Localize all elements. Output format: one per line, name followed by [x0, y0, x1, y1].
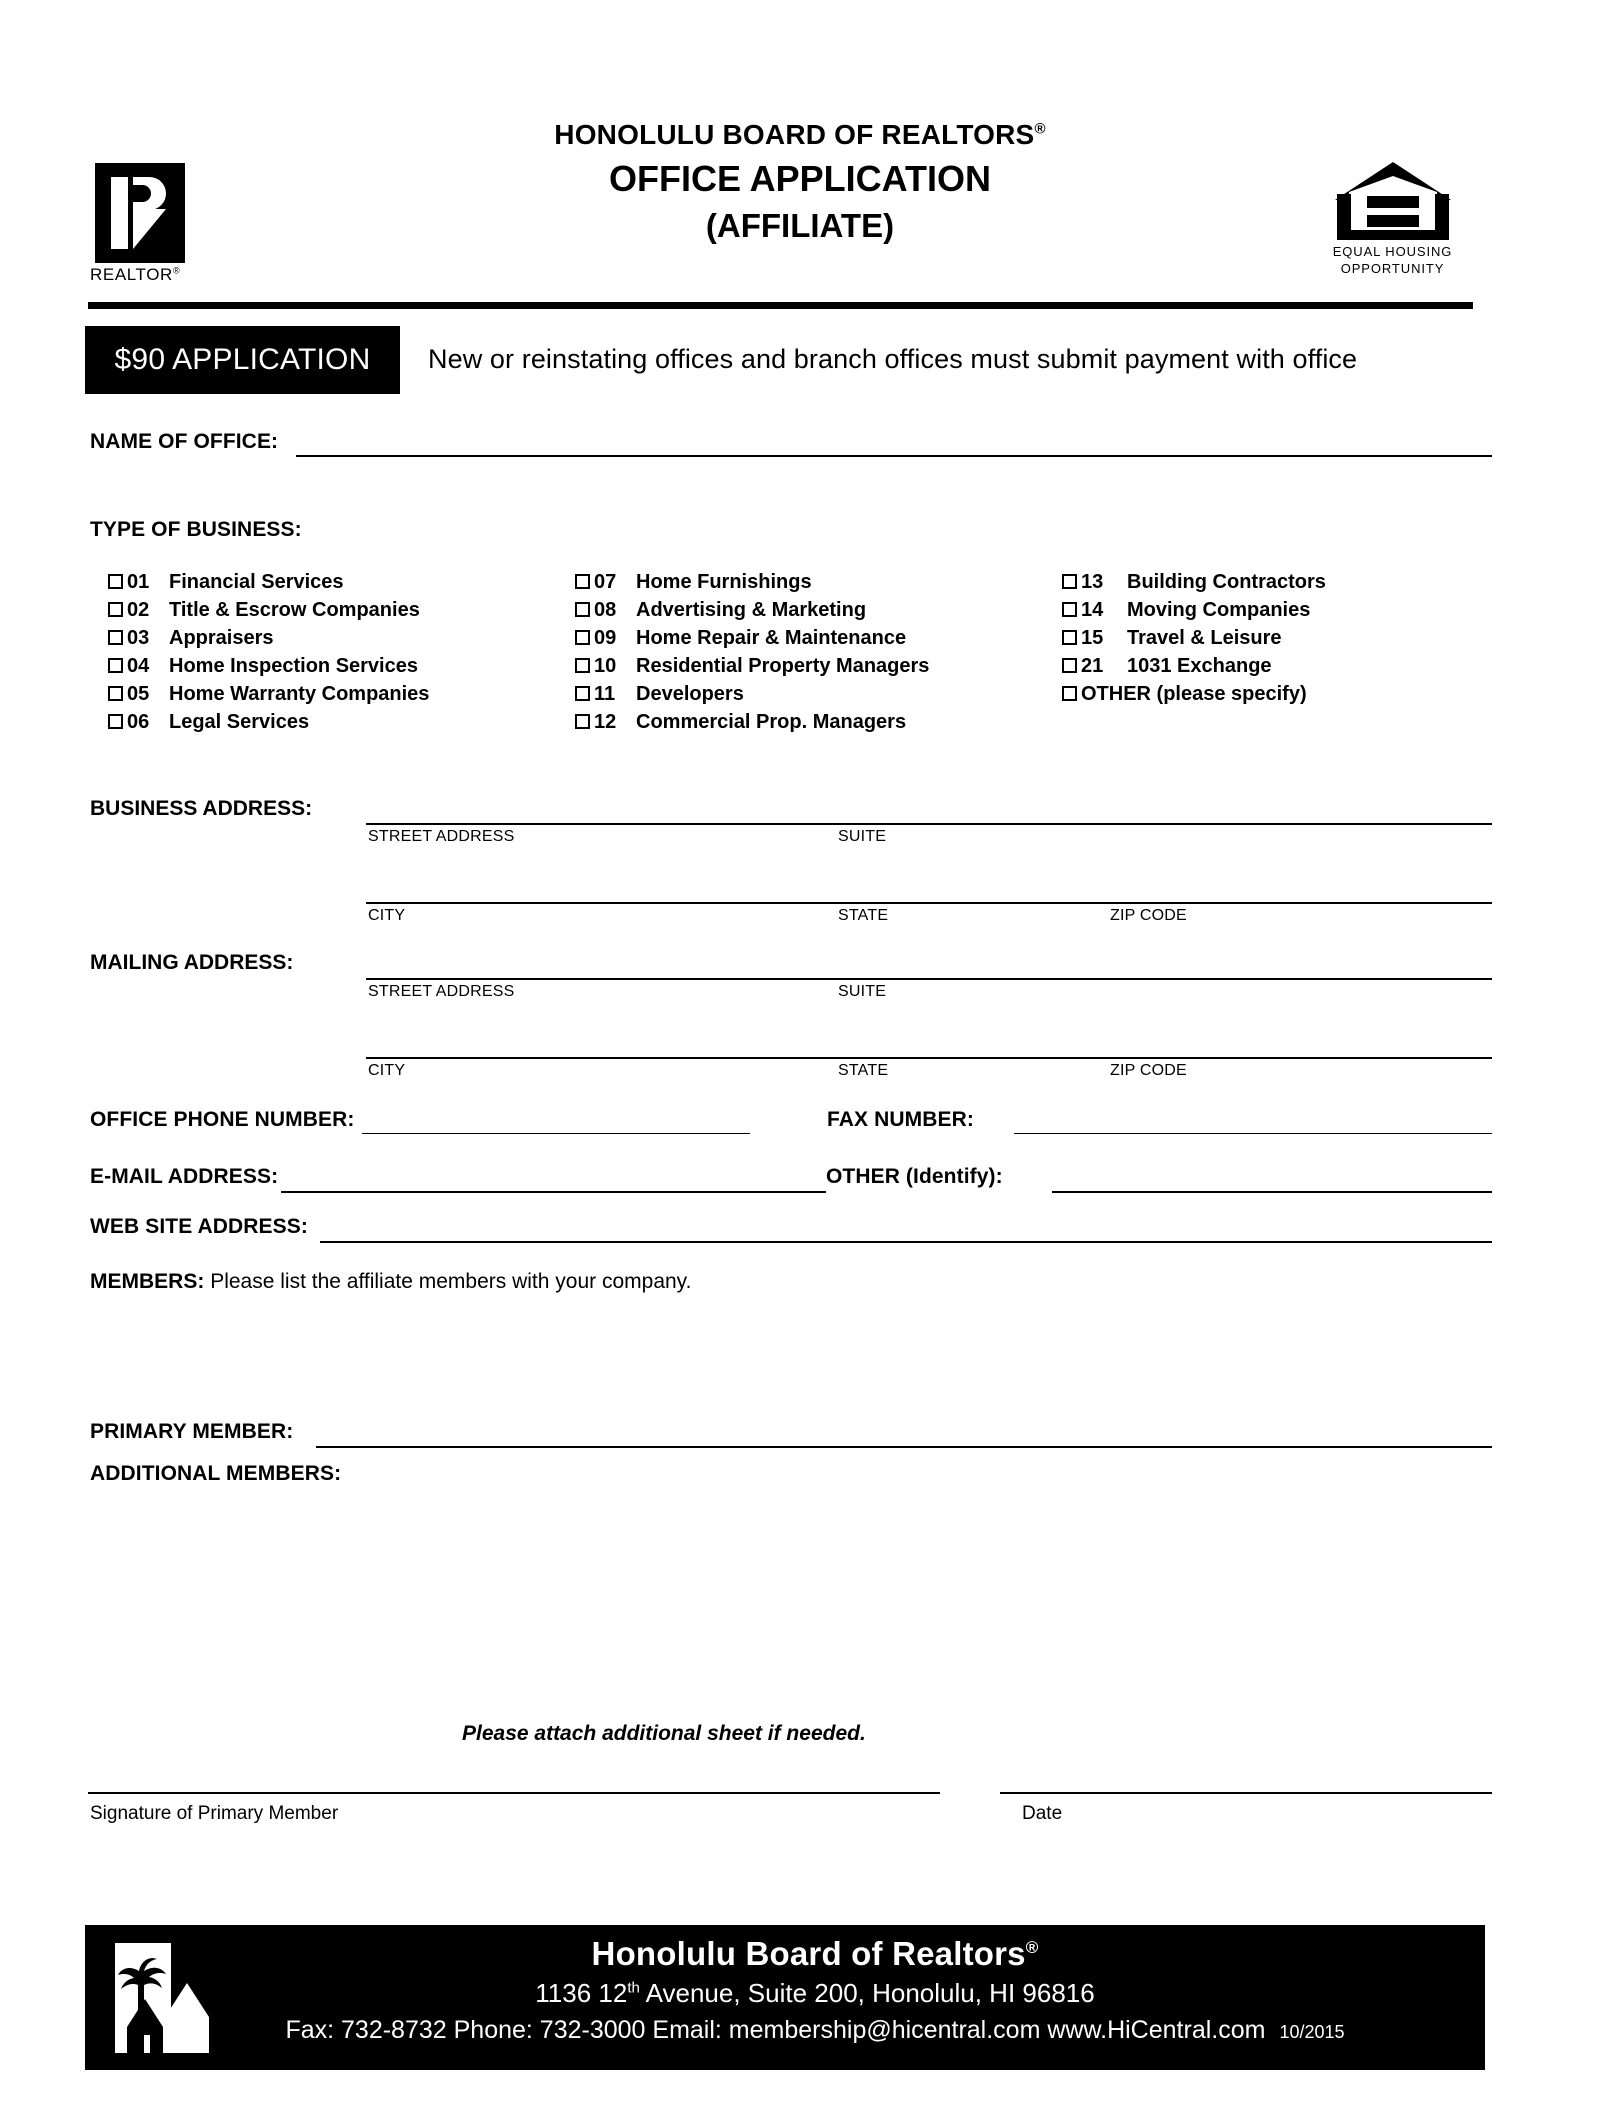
primary-member-label: PRIMARY MEMBER: — [90, 1420, 294, 1443]
checkbox-label: Home Inspection Services — [169, 655, 418, 677]
checkbox-box[interactable] — [1062, 630, 1077, 645]
other-identify-label: OTHER (Identify): — [826, 1165, 1003, 1188]
email-address-label: E-MAIL ADDRESS: — [90, 1165, 279, 1188]
page-footer — [85, 1925, 1485, 2070]
checkbox-item-other[interactable] — [1062, 683, 1326, 711]
equal-housing-opportunity-logo — [1325, 160, 1460, 277]
checkbox-box[interactable] — [1062, 602, 1077, 617]
fee-note: New or reinstating offices and branch offices must submit payment with office — [428, 344, 1358, 374]
checkbox-code: 09 — [594, 627, 617, 649]
checkbox-box[interactable] — [108, 602, 123, 617]
checkbox-label: Financial Services — [169, 571, 344, 593]
checkbox-box[interactable] — [575, 686, 590, 701]
checkbox-label: Advertising & Marketing — [636, 599, 867, 621]
checkbox-label: Title & Escrow Companies — [169, 599, 420, 621]
business-street-address-line[interactable] — [366, 823, 1492, 825]
date-label: Date — [1022, 1803, 1063, 1824]
equal-housing-line1: EQUAL HOUSING — [1332, 244, 1453, 259]
checkbox-label: Home Warranty Companies — [169, 683, 430, 705]
footer-address-pre: 1136 12 — [535, 1978, 628, 2009]
equal-housing-icon — [1333, 160, 1453, 242]
mailing-state-sublabel: STATE — [838, 1062, 889, 1079]
checkbox-code: 12 — [594, 711, 617, 733]
checkbox-code: 21 — [1081, 655, 1104, 677]
checkbox-item[interactable] — [108, 683, 429, 711]
page-subtitle: (AFFILIATE) — [705, 206, 895, 244]
members-instruction-row — [90, 1270, 691, 1294]
checkbox-box[interactable] — [108, 686, 123, 701]
checkbox-box[interactable] — [575, 630, 590, 645]
date-line[interactable] — [1000, 1792, 1492, 1794]
checkbox-box[interactable] — [1062, 686, 1077, 701]
mailing-street-address-sublabel: STREET ADDRESS — [368, 983, 515, 1000]
checkbox-item[interactable] — [1062, 571, 1326, 599]
hbr-palm-house-logo — [99, 1935, 209, 2060]
checkbox-label: Legal Services — [169, 711, 310, 733]
org-title — [340, 118, 1260, 152]
name-of-office-label: NAME OF OFFICE: — [90, 430, 279, 453]
office-phone-input-line[interactable] — [362, 1133, 750, 1134]
checkbox-item[interactable] — [575, 711, 929, 739]
checkbox-code: 15 — [1081, 627, 1104, 649]
fee-badge: $90 APPLICATION — [85, 326, 400, 394]
business-address-label: BUSINESS ADDRESS: — [90, 797, 313, 820]
checkbox-item[interactable] — [108, 571, 429, 599]
checkbox-item[interactable] — [575, 599, 929, 627]
checkbox-box[interactable] — [108, 630, 123, 645]
footer-contact: Fax: 732-8732 Phone: 732-3000 Email: membership@hicentral.com www.HiCentral.com — [285, 2016, 1266, 2045]
checkbox-item[interactable] — [1062, 627, 1326, 655]
footer-org-name — [225, 1933, 1405, 1974]
checkbox-code: 07 — [594, 571, 617, 593]
equal-housing-line2: OPPORTUNITY — [1340, 261, 1445, 277]
primary-member-input-line[interactable] — [316, 1446, 1492, 1448]
checkbox-code: 03 — [127, 627, 150, 649]
business-city-sublabel: CITY — [368, 907, 406, 924]
type-of-business-label: TYPE OF BUSINESS: — [90, 518, 302, 541]
checkbox-label: Home Furnishings — [636, 571, 812, 593]
checkbox-label: Home Repair & Maintenance — [636, 627, 907, 649]
checkbox-box[interactable] — [108, 574, 123, 589]
footer-address — [225, 1976, 1405, 2011]
checkbox-item[interactable] — [575, 571, 929, 599]
org-title-registered-mark: ® — [1034, 120, 1046, 138]
checkbox-label: Developers — [636, 683, 744, 705]
web-site-address-label: WEB SITE ADDRESS: — [90, 1215, 308, 1238]
realtor-logo — [95, 163, 185, 263]
checkbox-box[interactable] — [108, 714, 123, 729]
footer-address-ordinal: th — [627, 1979, 640, 1997]
checkbox-box[interactable] — [575, 714, 590, 729]
checkbox-label: Residential Property Managers — [636, 655, 930, 677]
checkbox-item[interactable] — [575, 683, 929, 711]
checkbox-item[interactable] — [1062, 655, 1326, 683]
mailing-city-line[interactable] — [366, 1057, 1492, 1059]
checkbox-box[interactable] — [1062, 658, 1077, 673]
checkbox-item[interactable] — [108, 711, 429, 739]
checkbox-item[interactable] — [575, 627, 929, 655]
checkbox-code: 02 — [127, 599, 150, 621]
fax-number-input-line[interactable] — [1014, 1133, 1492, 1134]
checkbox-item[interactable] — [1062, 599, 1326, 627]
checkbox-code: 14 — [1081, 599, 1104, 621]
checkbox-item[interactable] — [108, 599, 429, 627]
additional-members-label: ADDITIONAL MEMBERS: — [90, 1462, 342, 1485]
checkbox-code: 05 — [127, 683, 150, 705]
business-city-line[interactable] — [366, 902, 1492, 904]
checkbox-item[interactable] — [108, 627, 429, 655]
realtor-r-mark — [95, 163, 185, 263]
signature-line[interactable] — [88, 1792, 940, 1794]
signature-label: Signature of Primary Member — [90, 1803, 339, 1824]
checkbox-box[interactable] — [575, 602, 590, 617]
business-street-address-sublabel: STREET ADDRESS — [368, 828, 515, 845]
checkbox-label: Building Contractors — [1127, 571, 1326, 593]
realtor-logo-word-text: REALTOR — [90, 265, 173, 284]
email-address-input-line[interactable] — [281, 1191, 826, 1193]
business-type-column-3 — [1062, 571, 1326, 711]
checkbox-box[interactable] — [575, 658, 590, 673]
fax-number-label: FAX NUMBER: — [827, 1108, 974, 1131]
org-title-text: HONOLULU BOARD OF REALTORS — [554, 119, 1035, 150]
mailing-street-address-line[interactable] — [366, 978, 1492, 980]
footer-contact-row — [225, 2014, 1405, 2048]
footer-address-post: Avenue, Suite 200, Honolulu, HI 96816 — [639, 1978, 1095, 2009]
footer-org-name-text: Honolulu Board of Realtors — [591, 1935, 1026, 1972]
checkbox-label: Commercial Prop. Managers — [636, 711, 907, 733]
checkbox-item[interactable] — [108, 655, 429, 683]
checkbox-label: Moving Companies — [1127, 599, 1311, 621]
page-title: OFFICE APPLICATION — [609, 158, 991, 200]
checkbox-code: 04 — [127, 655, 150, 677]
footer-revision-date: 10/2015 — [1279, 2022, 1345, 2043]
mailing-address-label: MAILING ADDRESS: — [90, 951, 294, 974]
checkbox-label: 1031 Exchange — [1127, 655, 1272, 677]
checkbox-code: 01 — [127, 571, 150, 593]
checkbox-item[interactable] — [575, 655, 929, 683]
checkbox-code: 06 — [127, 711, 150, 733]
realtor-logo-registered-mark: ® — [172, 265, 181, 276]
checkbox-code: 10 — [594, 655, 617, 677]
checkbox-code: 11 — [594, 683, 616, 705]
checkbox-code: 08 — [594, 599, 617, 621]
office-phone-label: OFFICE PHONE NUMBER: — [90, 1108, 355, 1131]
business-type-column-1 — [108, 571, 429, 739]
other-identify-input-line[interactable] — [1052, 1191, 1492, 1193]
members-label: MEMBERS: — [90, 1270, 205, 1293]
business-state-sublabel: STATE — [838, 907, 889, 924]
checkbox-box[interactable] — [1062, 574, 1077, 589]
web-site-address-input-line[interactable] — [320, 1241, 1492, 1243]
business-zip-sublabel: ZIP CODE — [1110, 907, 1187, 924]
name-of-office-input-line[interactable] — [296, 455, 1492, 457]
title-block — [340, 118, 1260, 248]
checkbox-code: 13 — [1081, 571, 1104, 593]
page-header — [0, 0, 1600, 300]
realtor-logo-word — [90, 265, 180, 285]
attach-additional-sheet-note: Please attach additional sheet if needed. — [462, 1722, 866, 1745]
business-type-column-2 — [575, 571, 929, 739]
header-divider-rule — [88, 302, 1473, 309]
business-suite-sublabel: SUITE — [838, 828, 887, 845]
footer-registered-mark: ® — [1025, 1938, 1039, 1957]
checkbox-label: Travel & Leisure — [1127, 627, 1282, 649]
footer-text-block — [225, 1933, 1405, 2048]
checkbox-label: Appraisers — [169, 627, 274, 649]
mailing-city-sublabel: CITY — [368, 1062, 406, 1079]
mailing-suite-sublabel: SUITE — [838, 983, 887, 1000]
checkbox-label: OTHER (please specify) — [1081, 683, 1307, 705]
mailing-zip-sublabel: ZIP CODE — [1110, 1062, 1187, 1079]
checkbox-box[interactable] — [108, 658, 123, 673]
members-instruction: Please list the affiliate members with your company. — [210, 1270, 692, 1293]
checkbox-box[interactable] — [575, 574, 590, 589]
